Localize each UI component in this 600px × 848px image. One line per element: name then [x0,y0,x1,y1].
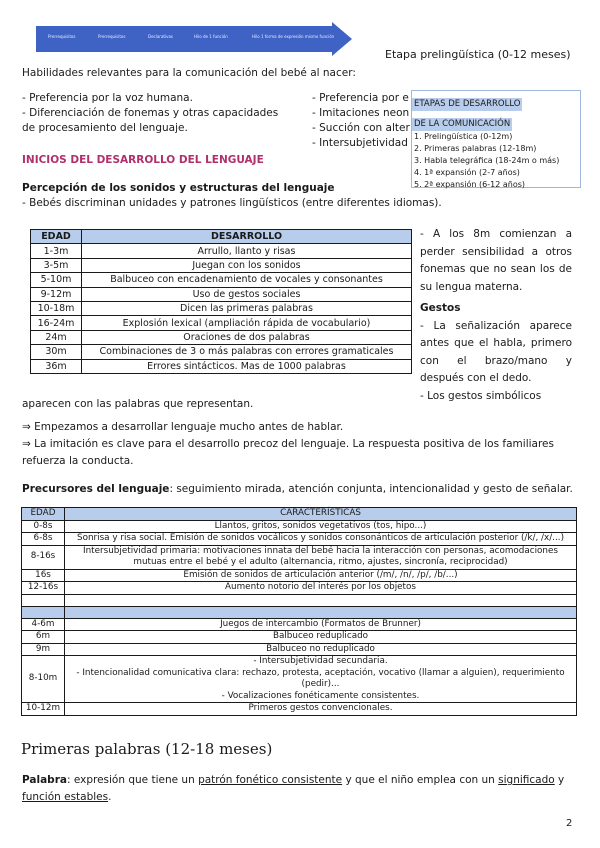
table-header: EDAD [22,508,65,521]
underlined-term: patrón fonético consistente [198,774,343,786]
table-row [31,301,412,315]
definition-label: Palabra [22,774,67,786]
desc-line: - Vocalizaciones fonéticamente consistentes. [221,690,420,701]
arrow-labels [42,34,372,44]
table-row [22,545,577,569]
skills-left-list [22,91,312,136]
arrow-note: ⇒ Empezamos a desarrollar lenguaje mucho antes de hablar. [22,421,344,433]
age-cell: 5-10m [31,273,82,287]
desc-cell: Balbuceo no reduplicado [65,643,577,656]
table-row [31,359,412,373]
side-paragraph: - La señalización aparece antes que el habla, primero con el brazo/mano y después con el dedo. [420,319,572,384]
skill-item: - Intersubjetividad [312,137,408,149]
age-cell: 6-8s [22,533,65,546]
skill-item: - Imitaciones neon [312,107,410,119]
desc-cell: Oraciones de dos palabras [82,330,412,344]
desc-cell: Sonrisa y risa social. Emisión de sonidos vocálicos y sonidos consonánticos de articulación posterior (/k/, /x/...) [65,533,577,546]
arrow-label: Hilo de 1 función [194,34,228,39]
desc-cell: Errores sintácticos. Mas de 1000 palabras [82,359,412,373]
age-cell: 16s [22,569,65,582]
skills-right-list [312,91,412,151]
desc-cell: Combinaciones de 3 o más palabras con errores gramaticales [82,345,412,359]
table-row [31,330,412,344]
etapa-item: 1. Prelingüística (0-12m) [414,132,513,141]
desc-cell: Juegan con los sonidos [82,258,412,272]
desc-cell: Primeros gestos convencionales. [65,703,577,716]
precursores-line [22,482,573,497]
side-notes [420,226,572,405]
side-paragraph: - Los gestos simbólicos [420,389,542,402]
table-row [22,533,577,546]
age-cell: 10-18m [31,301,82,315]
table-header: DESARROLLO [82,230,412,244]
subsection-title: Percepción de los sonidos y estructuras del lenguaje [22,182,335,194]
skill-item: - Succión con alter [312,122,410,134]
etapas-title: DE LA COMUNICACIÓN [414,119,511,129]
underlined-term: función estables [22,791,109,803]
arrow-label: Hilo 1 forma de expresión mismo función [252,34,335,39]
age-cell: 3-5m [31,258,82,272]
age-cell: 8-10m [22,656,65,703]
etapa-item: 4. 1ª expansión (2-7 años) [414,168,520,177]
blank-cell [22,594,65,606]
desc-cell: Emisión de sonidos de articulación anterior (/m/, /n/, /p/, /b/...) [65,569,577,582]
definition-paragraph [22,772,578,806]
definition-text: : expresión que tiene un [66,774,199,786]
table-row [22,643,577,656]
etapas-title: ETAPAS DE DESARROLLO [414,99,521,109]
underlined-term: significado [498,774,555,786]
page-number: 2 [566,818,573,829]
desc-cell: Juegos de intercambio (Formatos de Brunner) [65,618,577,631]
desc-cell: Uso de gestos sociales [82,287,412,301]
age-cell: 0-8s [22,520,65,533]
characteristics-table [21,507,577,716]
desc-line: - Intencionalidad comunicativa clara: rechazo, protesta, aceptación, vocativo (llamar a alguien), requerimiento (pedir)... [76,667,565,689]
table-row [22,569,577,582]
definition-text: y que el niño emplea con un [342,774,499,786]
age-cell: 6m [22,631,65,644]
table-row [22,618,577,631]
table-row [31,345,412,359]
age-cell: 24m [31,330,82,344]
stage-label: Etapa prelingüística (0-12 meses) [385,48,571,61]
blank-cell [65,594,577,606]
skill-item: de procesamiento del lenguaje. [22,122,188,134]
precursores-label: Precursores del lenguaje [22,483,170,495]
table-row [22,703,577,716]
desc-cell: Aumento notorio del interés por los objetos [65,582,577,595]
table-header: EDAD [31,230,82,244]
table-row [22,582,577,595]
intro-text: Habilidades relevantes para la comunicación del bebé al nacer: [22,67,356,79]
table-spacer-row [22,594,577,606]
section-heading: Primeras palabras (12-18 meses) [21,740,273,758]
age-cell: 36m [31,359,82,373]
arrow-label: Prerrequisitos [48,34,76,39]
etapa-item: 3. Habla telegráfica (18-24m o más) [414,156,560,165]
desc-cell: Dicen las primeras palabras [82,301,412,315]
table-row [31,258,412,272]
definition-text: y [554,774,565,786]
skill-item: - Preferencia por la voz humana. [22,92,193,104]
arrow-label: Prerrequisitos [98,34,126,39]
arrow-note-cont: refuerza la conducta. [22,455,134,467]
desc-line: - Intersubjetividad secundaria. [253,656,388,666]
age-cell: 12-16s [22,582,65,595]
etapa-item: 5. 2ª expansión (6-12 años) [414,180,526,189]
table-header: CARACTERÍSTICAS [65,508,577,521]
table-row [31,244,412,258]
etapa-item: 2. Primeras palabras (12-18m) [414,144,537,153]
desc-cell: Intersubjetividad primaria: motivaciones innata del bebé hacia la interacción con personas, acomodaciones mutuas entre el bebé y el adulto (alternancia, ritmo, ajustes, sincronía, reciprocidad) [65,545,577,569]
table-row [22,520,577,533]
desc-cell: Arrullo, llanto y risas [82,244,412,258]
definition-text: . [108,791,112,803]
table-band-row [22,606,577,618]
precursores-text: : seguimiento mirada, atención conjunta, intencionalidad y gesto de señalar. [169,483,573,495]
etapas-box [411,90,581,188]
desc-cell [65,656,577,703]
band-cell [22,606,65,618]
age-cell: 9m [22,643,65,656]
desc-cell: Balbuceo reduplicado [65,631,577,644]
skill-item: - Preferencia por e [312,92,409,104]
age-cell: 8-16s [22,545,65,569]
section-title: INICIOS DEL DESARROLLO DEL LENGUAJE [22,154,264,166]
table-row [22,656,577,703]
age-cell: 30m [31,345,82,359]
age-cell: 9-12m [31,287,82,301]
body-text: aparecen con las palabras que representan. [22,398,254,410]
desc-cell: Explosión lexical (ampliación rápida de vocabulario) [82,316,412,330]
age-cell: 1-3m [31,244,82,258]
gestos-title: Gestos [420,302,461,314]
stages-arrow-banner [36,22,352,56]
table-row [31,287,412,301]
band-cell [65,606,577,618]
table-row [31,273,412,287]
age-cell: 16-24m [31,316,82,330]
arrow-note: ⇒ La imitación es clave para el desarrollo precoz del lenguaje. La respuesta positiva de los familiares [22,438,554,450]
skill-item: - Diferenciación de fonemas y otras capacidades [22,107,279,119]
desc-cell: Balbuceo con encadenamiento de vocales y consonantes [82,273,412,287]
age-cell: 10-12m [22,703,65,716]
age-cell: 4-6m [22,618,65,631]
body-text: - Bebés discriminan unidades y patrones lingüísticos (entre diferentes idiomas). [22,197,442,209]
development-table [30,229,412,374]
side-paragraph: - A los 8m comienzan a perder sensibilidad a otros fonemas que no sean los de su lengua materna. [420,228,572,293]
desc-cell: Llantos, gritos, sonidos vegetativos (tos, hipo...) [65,520,577,533]
table-row [31,316,412,330]
arrow-label: Declarativas [148,34,173,39]
table-row [22,631,577,644]
